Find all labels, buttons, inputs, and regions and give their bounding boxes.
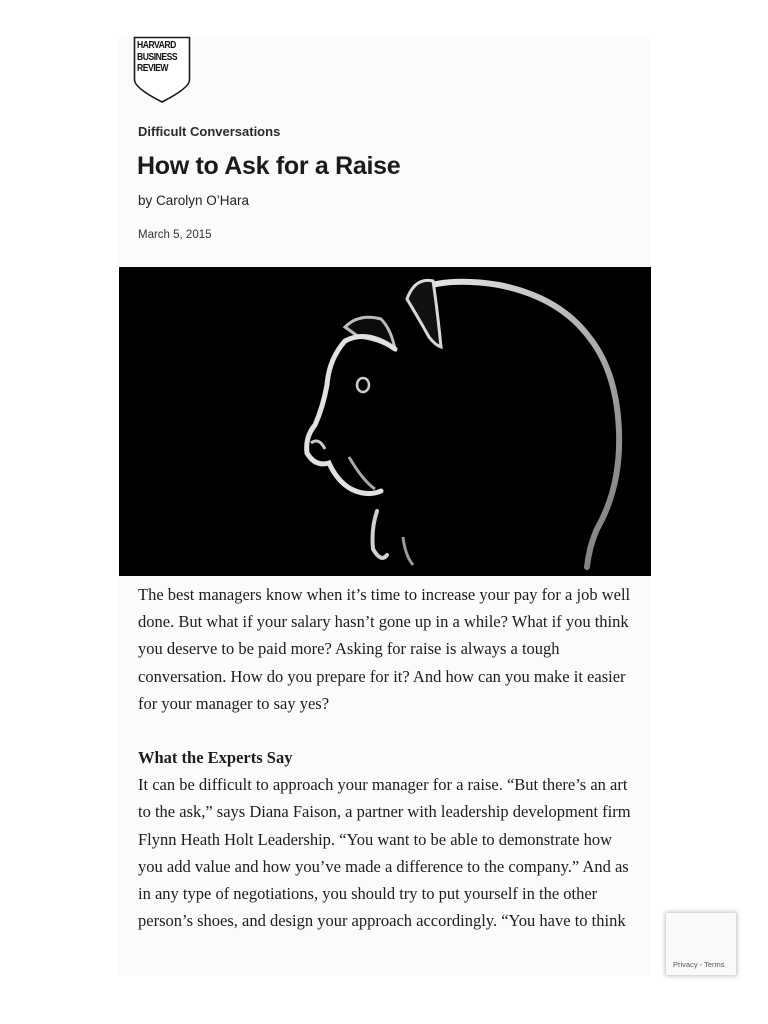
article-title: How to Ask for a Raise bbox=[137, 152, 401, 180]
publish-date: March 5, 2015 bbox=[138, 229, 212, 241]
intro-paragraph: The best managers know when it’s time to increase your pay for a job well done. But what if your salary hasn’t gone up in a while? What if you think you deserve to be paid more? Asking for raise is always a tough conversation. How do you prepare for it? And how can you make it easier for your manager to say yes? bbox=[138, 585, 631, 713]
recaptcha-badge[interactable] bbox=[666, 913, 736, 975]
topic-link[interactable]: Difficult Conversations bbox=[138, 124, 281, 139]
logo-wordmark: HARVARD BUSINESS REVIEW bbox=[137, 39, 178, 74]
link-separator: - bbox=[697, 960, 705, 969]
hero-image bbox=[119, 267, 651, 576]
piggy-bank-illustration bbox=[119, 267, 651, 576]
article-body bbox=[138, 581, 638, 934]
section-paragraph: It can be difficult to approach your manager for a raise. “But there’s an art to the ask,” says Diana Faison, a partner with leadership development firm Flynn Heath Holt Leadership. “You want to be able to demonstrate how you add value and how you’ve made a difference to the company.” And as in any type of negotiations, you should try to put yourself in the other person’s shoes, and design your approach accordingly. “You have to think bbox=[138, 775, 631, 931]
privacy-link[interactable]: Privacy bbox=[673, 960, 698, 969]
section-heading: What the Experts Say bbox=[138, 748, 293, 768]
author-byline[interactable]: by Carolyn O’Hara bbox=[138, 193, 250, 208]
recaptcha-links bbox=[673, 960, 725, 969]
hbr-logo[interactable] bbox=[133, 36, 191, 104]
terms-link[interactable]: Terms bbox=[704, 960, 725, 969]
